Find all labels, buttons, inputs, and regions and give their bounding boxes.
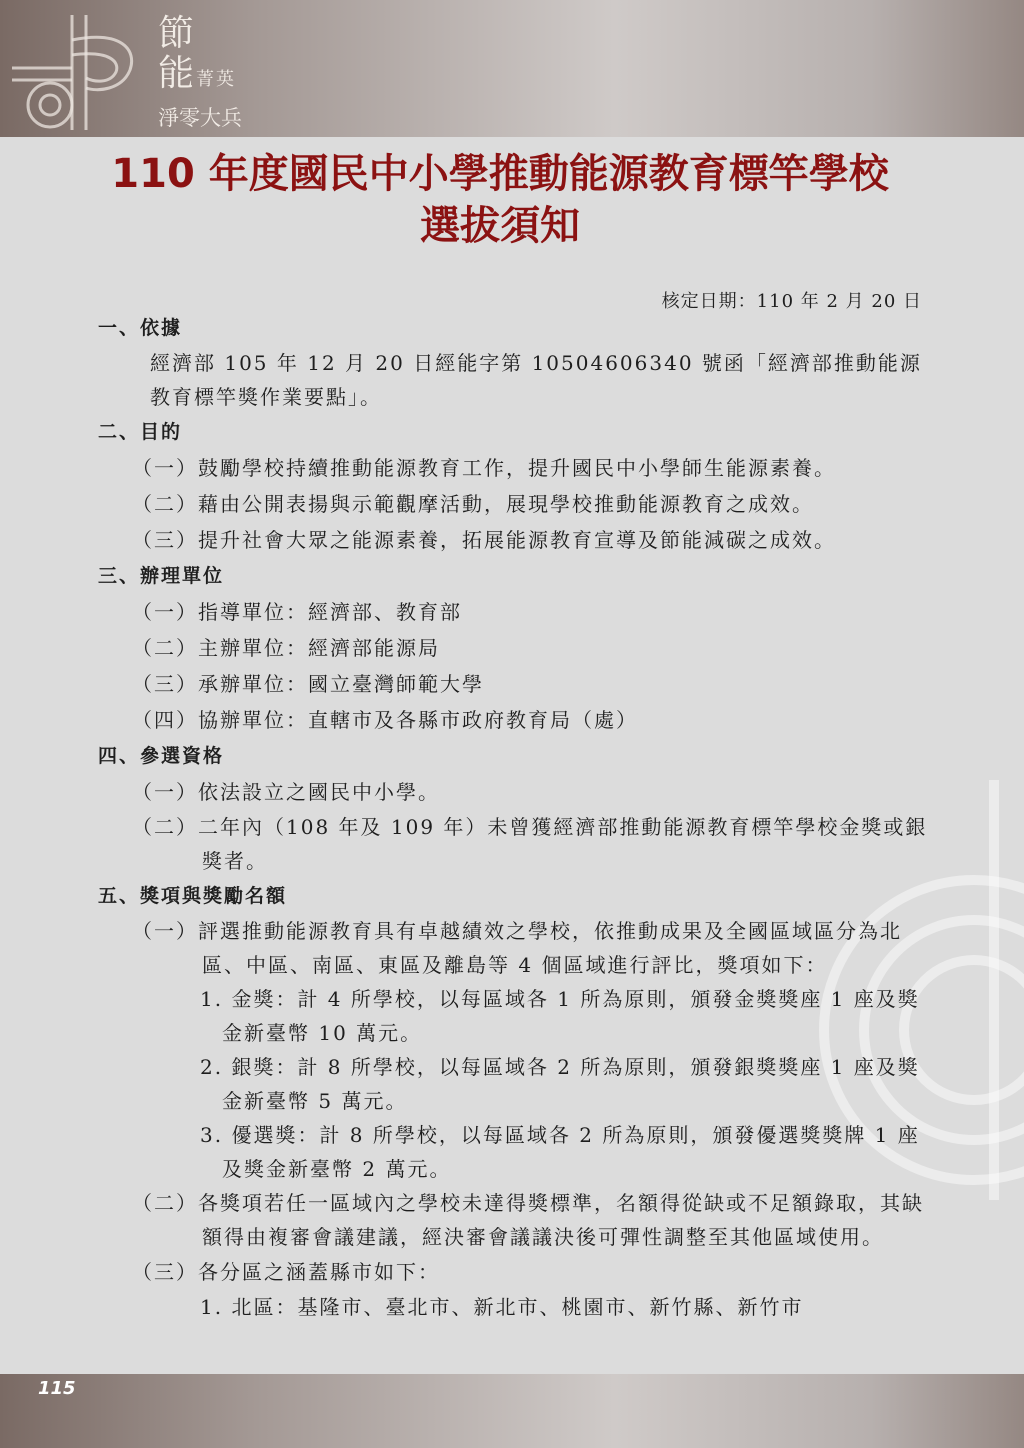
footer-band (0, 1374, 1024, 1448)
sub-item: 2. 銀獎：計 8 所學校，以每區域各 2 所為原則，頒發銀獎獎座 1 座及獎金新臺幣 5 萬元。 (200, 1055, 920, 1113)
section-heading: 五、獎項與獎勵名額 (98, 885, 288, 907)
logo-line1: 節 (158, 13, 197, 54)
list-item: （一）鼓勵學校持續推動能源教育工作，提升國民中小學師生能源素養。 (132, 456, 836, 480)
approval-date: 核定日期：110 年 2 月 20 日 (661, 291, 922, 312)
page-number: 115 (38, 1378, 76, 1399)
list-item: （一）評選推動能源教育具有卓越績效之學校，依推動成果及全國區域區分為北區、中區、南區、東區及離島等 4 個區域進行評比，獎項如下： (132, 919, 902, 977)
section-heading: 二、目的 (98, 421, 183, 443)
logo-line2-small: 菁英 (196, 69, 237, 90)
section-text: 經濟部 105 年 12 月 20 日經能字第 10504606340 號函「經濟部推動能源教育標竿獎作業要點」。 (150, 351, 922, 409)
logo-text (158, 14, 242, 132)
title-line1: 110 年度國民中小學推動能源教育標竿學校 (111, 151, 889, 197)
list-item: （一）指導單位：經濟部、教育部 (132, 600, 462, 624)
section-heading: 一、依據 (98, 317, 183, 339)
list-item: （二）主辦單位：經濟部能源局 (132, 636, 440, 660)
list-item: （二）藉由公開表揚與示範觀摩活動，展現學校推動能源教育之成效。 (132, 492, 814, 516)
list-item: （二）各獎項若任一區域內之學校未達得獎標準，名額得從缺或不足額錄取，其缺額得由複審會議建議，經決審會議議決後可彈性調整至其他區域使用。 (132, 1191, 924, 1249)
sub-item: 1. 金獎：計 4 所學校，以每區域各 1 所為原則，頒發金獎獎座 1 座及獎金新臺幣 10 萬元。 (200, 987, 920, 1045)
logo-line2-big: 能 (158, 53, 197, 94)
document-body (98, 310, 928, 1324)
list-item: （四）協辦單位：直轄市及各縣市政府教育局（處） (132, 708, 638, 732)
section-heading: 三、辦理單位 (98, 565, 225, 587)
list-item: （三）提升社會大眾之能源素養，拓展能源教育宣導及節能減碳之成效。 (132, 528, 836, 552)
list-item: （一）依法設立之國民中小學。 (132, 780, 440, 804)
sub-item: 3. 優選獎：計 8 所學校，以每區域各 2 所為原則，頒發優選獎獎牌 1 座及獎金新臺幣 2 萬元。 (200, 1123, 920, 1181)
section-heading: 四、參選資格 (98, 745, 225, 767)
list-item: （二）二年內（108 年及 109 年）未曾獲經濟部推動能源教育標竿學校金獎或銀獎者。 (132, 815, 928, 873)
title-line2: 選拔須知 (420, 203, 580, 249)
list-item: （三）各分區之涵蓋縣市如下： (132, 1260, 440, 1284)
logo-line2 (158, 54, 242, 100)
logo-deco-icon (12, 10, 152, 135)
header-band (0, 0, 1024, 137)
list-item: （三）承辦單位：國立臺灣師範大學 (132, 672, 484, 696)
logo-line3: 淨零大兵 (158, 106, 242, 130)
sub-item: 1. 北區：基隆市、臺北市、新北市、桃園市、新竹縣、新竹市 (200, 1295, 804, 1319)
page-title (0, 148, 1000, 252)
